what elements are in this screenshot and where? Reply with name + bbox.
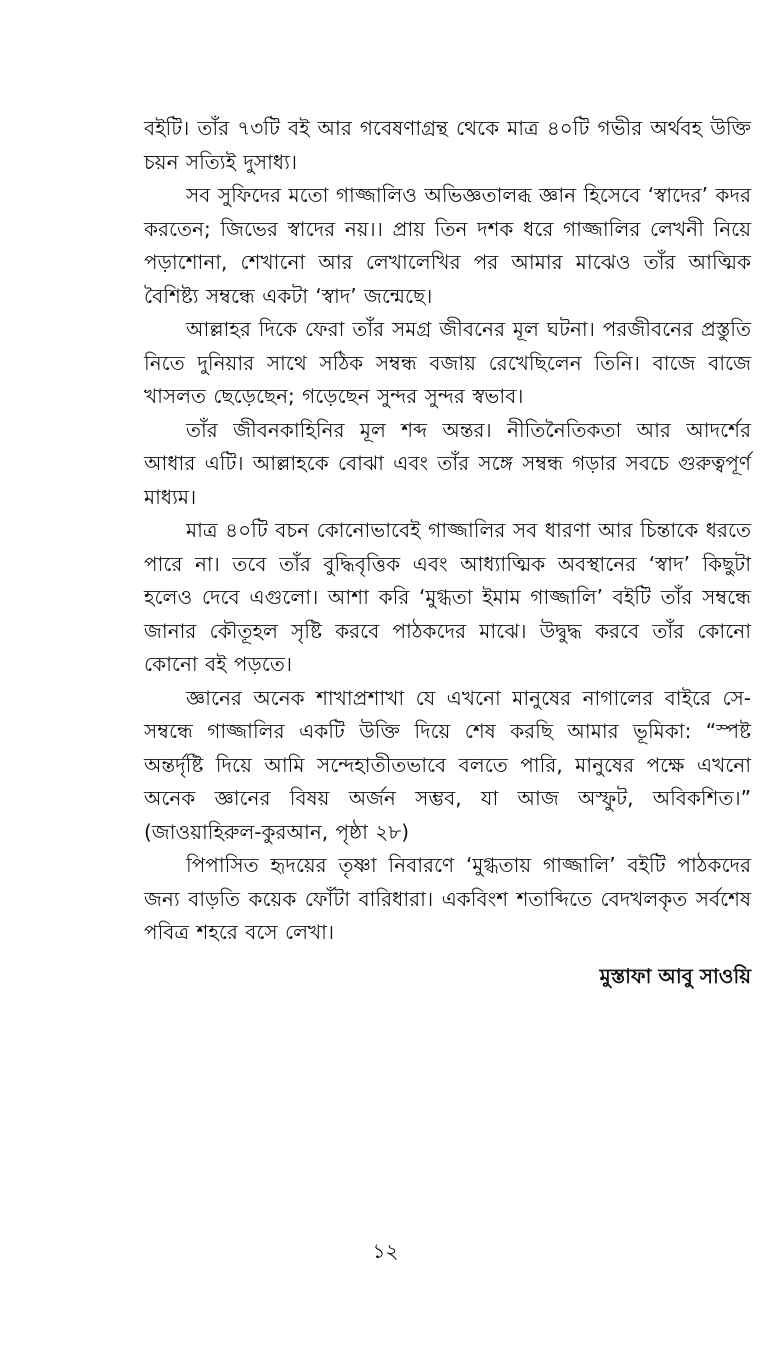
author-signature: মুস্তাফা আবু সাওয়ি (599, 963, 751, 988)
page-body (144, 112, 751, 993)
paragraph-5: মাত্র ৪০টি বচন কোনোভাবেই গাজ্জালির সব ধারণা আর চিন্তাকে ধরতে পারে না। তবে তাঁর বুদ্ধিবৃত্তিক এবং আধ্যাত্মিক অবস্থানের ‘স্বাদ’ কিছুটা হলেও দেবে এগুলো। আশা করি ‘মুগ্ধতা ইমাম গাজ্জালি’ বইটি তাঁর সম্বন্ধে জানার কৌতূহল সৃষ্টি করবে পাঠকদের মাঝে। উদ্বুদ্ধ করবে তাঁর কোনো কোনো বই পড়তে। (144, 518, 751, 676)
paragraph-4: তাঁর জীবনকাহিনির মূল শব্দ অন্তর। নীতিনৈতিকতা আর আদর্শের আধার এটি। আল্লাহকে বোঝা এবং তাঁর সঙ্গে সম্বন্ধ গড়ার সবচে গুরুত্বপূর্ণ মাধ্যম। (144, 417, 751, 509)
paragraph-6: জ্ঞানের অনেক শাখাপ্রশাখা যে এখনো মানুষের নাগালের বাইরে সে-সম্বন্ধে গাজ্জালির একটি উক্তি দিয়ে শেষ করছি আমার ভূমিকা: “স্পষ্ট অন্তর্দৃষ্টি দিয়ে আমি সন্দেহাতীতভাবে বলতে পারি, মানুষের পক্ষে এখনো অনেক জ্ঞানের বিষয় অর্জন সম্ভব, যা আজ অস্ফুট, অবিকশিত।” (জাওয়াহিরুল-কুরআন, পৃষ্ঠা ২৮) (144, 685, 751, 844)
paragraph-1: বইটি। তাঁর ৭৩টি বই আর গবেষণাগ্রন্থ থেকে মাত্র ৪০টি গভীর অর্থবহ উক্তি চয়ন সত্যিই দুসাধ্য। (144, 116, 751, 174)
page-number: ১২ (372, 1239, 399, 1263)
paragraph-7: পিপাসিত হৃদয়ের তৃষ্ণা নিবারণে ‘মুগ্ধতায় গাজ্জালি’ বইটি পাঠকদের জন্য বাড়তি কয়েক ফোঁটা বারিধারা। একবিংশ শতাব্দিতে বেদখলকৃত সর্বশেষ পবিত্র শহরে বসে লেখা। (144, 853, 751, 944)
paragraph-3: আল্লাহর দিকে ফেরা তাঁর সমগ্র জীবনের মূল ঘটনা। পরজীবনের প্রস্তুতি নিতে দুনিয়ার সাথে সঠিক সম্বন্ধ বজায় রেখেছিলেন তিনি। বাজে বাজে খাসলত ছেড়েছেন; গড়েছেন সুন্দর সুন্দর স্বভাব। (144, 317, 751, 408)
paragraph-2: সব সুফিদের মতো গাজ্জালিও অভিজ্ঞতালব্ধ জ্ঞান হিসেবে ‘স্বাদের’ কদর করতেন; জিভের স্বাদের নয়।। প্রায় তিন দশক ধরে গাজ্জালির লেখনী নিয়ে পড়াশোনা, শেখানো আর লেখালেখির পর আমার মাঝেও তাঁর আত্মিক বৈশিষ্ট্য সম্বন্ধে একটা ‘স্বাদ’ জন্মেছে। (144, 183, 751, 308)
